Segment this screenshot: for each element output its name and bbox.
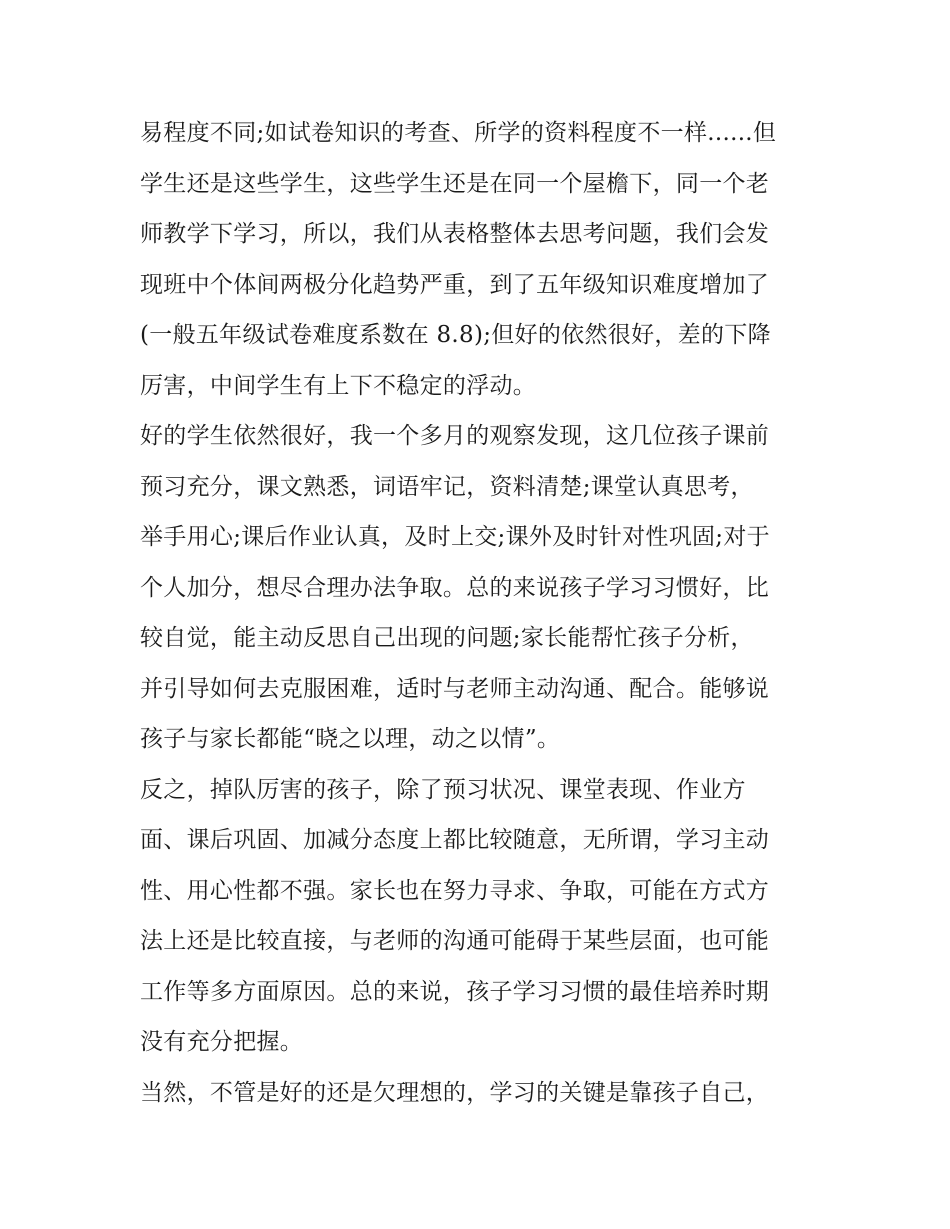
text-line: 举手用心;课后作业认真，及时上交;课外及时针对性巩固;对于 (140, 524, 770, 550)
text-line: 当然，不管是好的还是欠理想的，学习的关键是靠孩子自己， (140, 1079, 770, 1106)
text-line: 较自觉，能主动反思自己出现的问题;家长能帮忙孩子分析， (140, 625, 754, 651)
document-body (140, 108, 830, 1118)
paragraph-3 (140, 765, 830, 1068)
text-line: (一般五年级试卷难度系数在 8.8);但好的依然很好，差的下降 (140, 322, 771, 348)
text-line: 并引导如何去克服困难，适时与老师主动沟通、配合。能够说 (140, 675, 770, 702)
text-line: 工作等多方面原因。总的来说，孩子学习习惯的最佳培养时期 (140, 978, 770, 1005)
text-line: 师教学下学习，所以，我们从表格整体去思考问题，我们会发 (140, 221, 770, 247)
text-line: 法上还是比较直接，与老师的沟通可能碍于某些层面，也可能 (140, 928, 770, 954)
text-line: 反之，掉队厉害的孩子，除了预习状况、课堂表现、作业方 (140, 776, 746, 803)
text-line: 性、用心性都不强。家长也在努力寻求、争取，可能在方式方 (140, 877, 770, 904)
paragraph-4 (140, 1068, 830, 1119)
paragraph-2 (140, 411, 830, 765)
paragraph-1 (140, 108, 830, 411)
text-line: 好的学生依然很好，我一个多月的观察发现，这几位孩子课前 (140, 423, 770, 449)
text-line: 孩子与家长都能“晓之以理，动之以情”。 (140, 726, 561, 752)
text-line: 没有充分把握。 (140, 1029, 304, 1055)
text-line: 预习充分，课文熟悉，词语牢记，资料清楚;课堂认真思考， (140, 473, 754, 500)
text-line: 学生还是这些学生，这些学生还是在同一个屋檐下，同一个老 (140, 170, 770, 197)
text-line: 厉害，中间学生有上下不稳定的浮动。 (140, 372, 537, 399)
text-line: 面、课后巩固、加减分态度上都比较随意，无所谓，学习主动 (140, 827, 770, 853)
text-line: 现班中个体间两极分化趋势严重，到了五年级知识难度增加了 (140, 271, 770, 298)
text-line: 个人加分，想尽合理办法争取。总的来说孩子学习习惯好，比 (140, 574, 770, 601)
text-line: 易程度不同;如试卷知识的考查、所学的资料程度不一样......但 (140, 120, 777, 146)
